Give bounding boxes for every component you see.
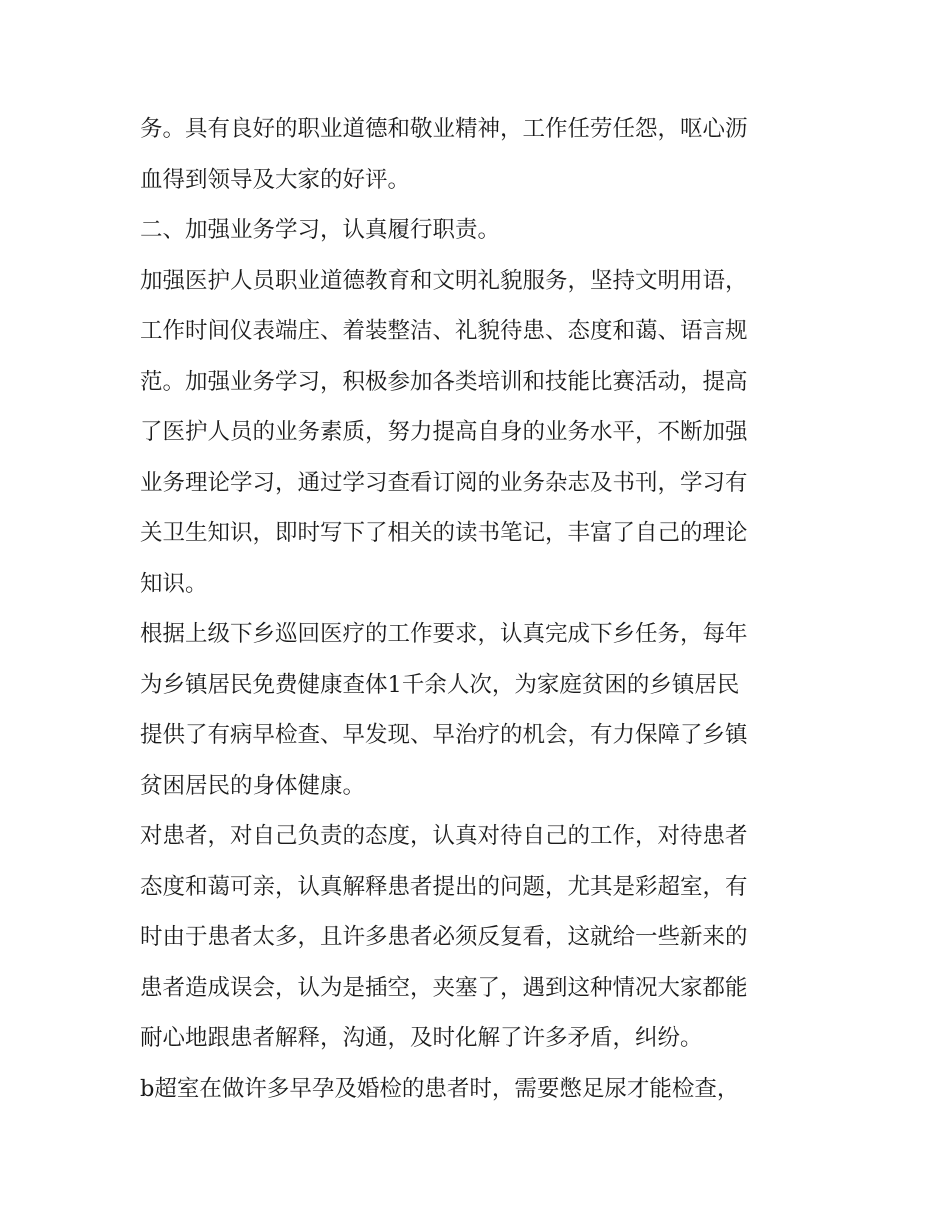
text-line: 对患者，对自己负责的态度，认真对待自己的工作，对待患者 <box>140 823 748 849</box>
text-line: 患者造成误会，认为是插空，夹塞了，遇到这种情况大家都能 <box>140 974 748 1001</box>
text-line: 为乡镇居民免费健康查体1千余人次，为家庭贫困的乡镇居民 <box>140 671 740 698</box>
text-line: 时由于患者太多，且许多患者必须反复看，这就给一些新来的 <box>140 924 748 950</box>
text-line: 态度和蔼可亲，认真解释患者提出的问题，尤其是彩超室，有 <box>140 873 748 900</box>
text-line: 耐心地跟患者解释，沟通，及时化解了许多矛盾，纠纷。 <box>140 1025 703 1051</box>
text-line: 根据上级下乡巡回医疗的工作要求，认真完成下乡任务，每年 <box>140 621 748 647</box>
text-line: 加强医护人员职业道德教育和文明礼貌服务，坚持文明用语， <box>140 267 748 294</box>
text-line: 贫困居民的身体健康。 <box>140 772 366 799</box>
text-line: 了医护人员的业务素质，努力提高自身的业务水平，不断加强 <box>140 419 748 445</box>
text-line: 知识。 <box>140 570 208 597</box>
text-line: 关卫生知识，即时写下了相关的读书笔记，丰富了自己的理论 <box>140 520 748 546</box>
text-line: 业务理论学习，通过学习查看订阅的业务杂志及书刊，学习有 <box>140 469 748 496</box>
document-body <box>140 104 820 1114</box>
text-line: 血得到领导及大家的好评。 <box>140 166 411 193</box>
section-heading: 二、加强业务学习，认真履行职责。 <box>140 217 501 243</box>
text-line: 工作时间仪表端庄、着装整洁、礼貌待患、态度和蔼、语言规 <box>140 318 748 344</box>
text-line: 提供了有病早检查、早发现、早治疗的机会，有力保障了乡镇 <box>140 722 748 748</box>
text-line: 务。具有良好的职业道德和敬业精神，工作任劳任怨，呕心沥 <box>140 116 748 142</box>
text-line: b超室在做许多早孕及婚检的患者时，需要憋足尿才能检查， <box>140 1075 740 1102</box>
text-line: 范。加强业务学习，积极参加各类培训和技能比赛活动，提高 <box>140 368 748 395</box>
